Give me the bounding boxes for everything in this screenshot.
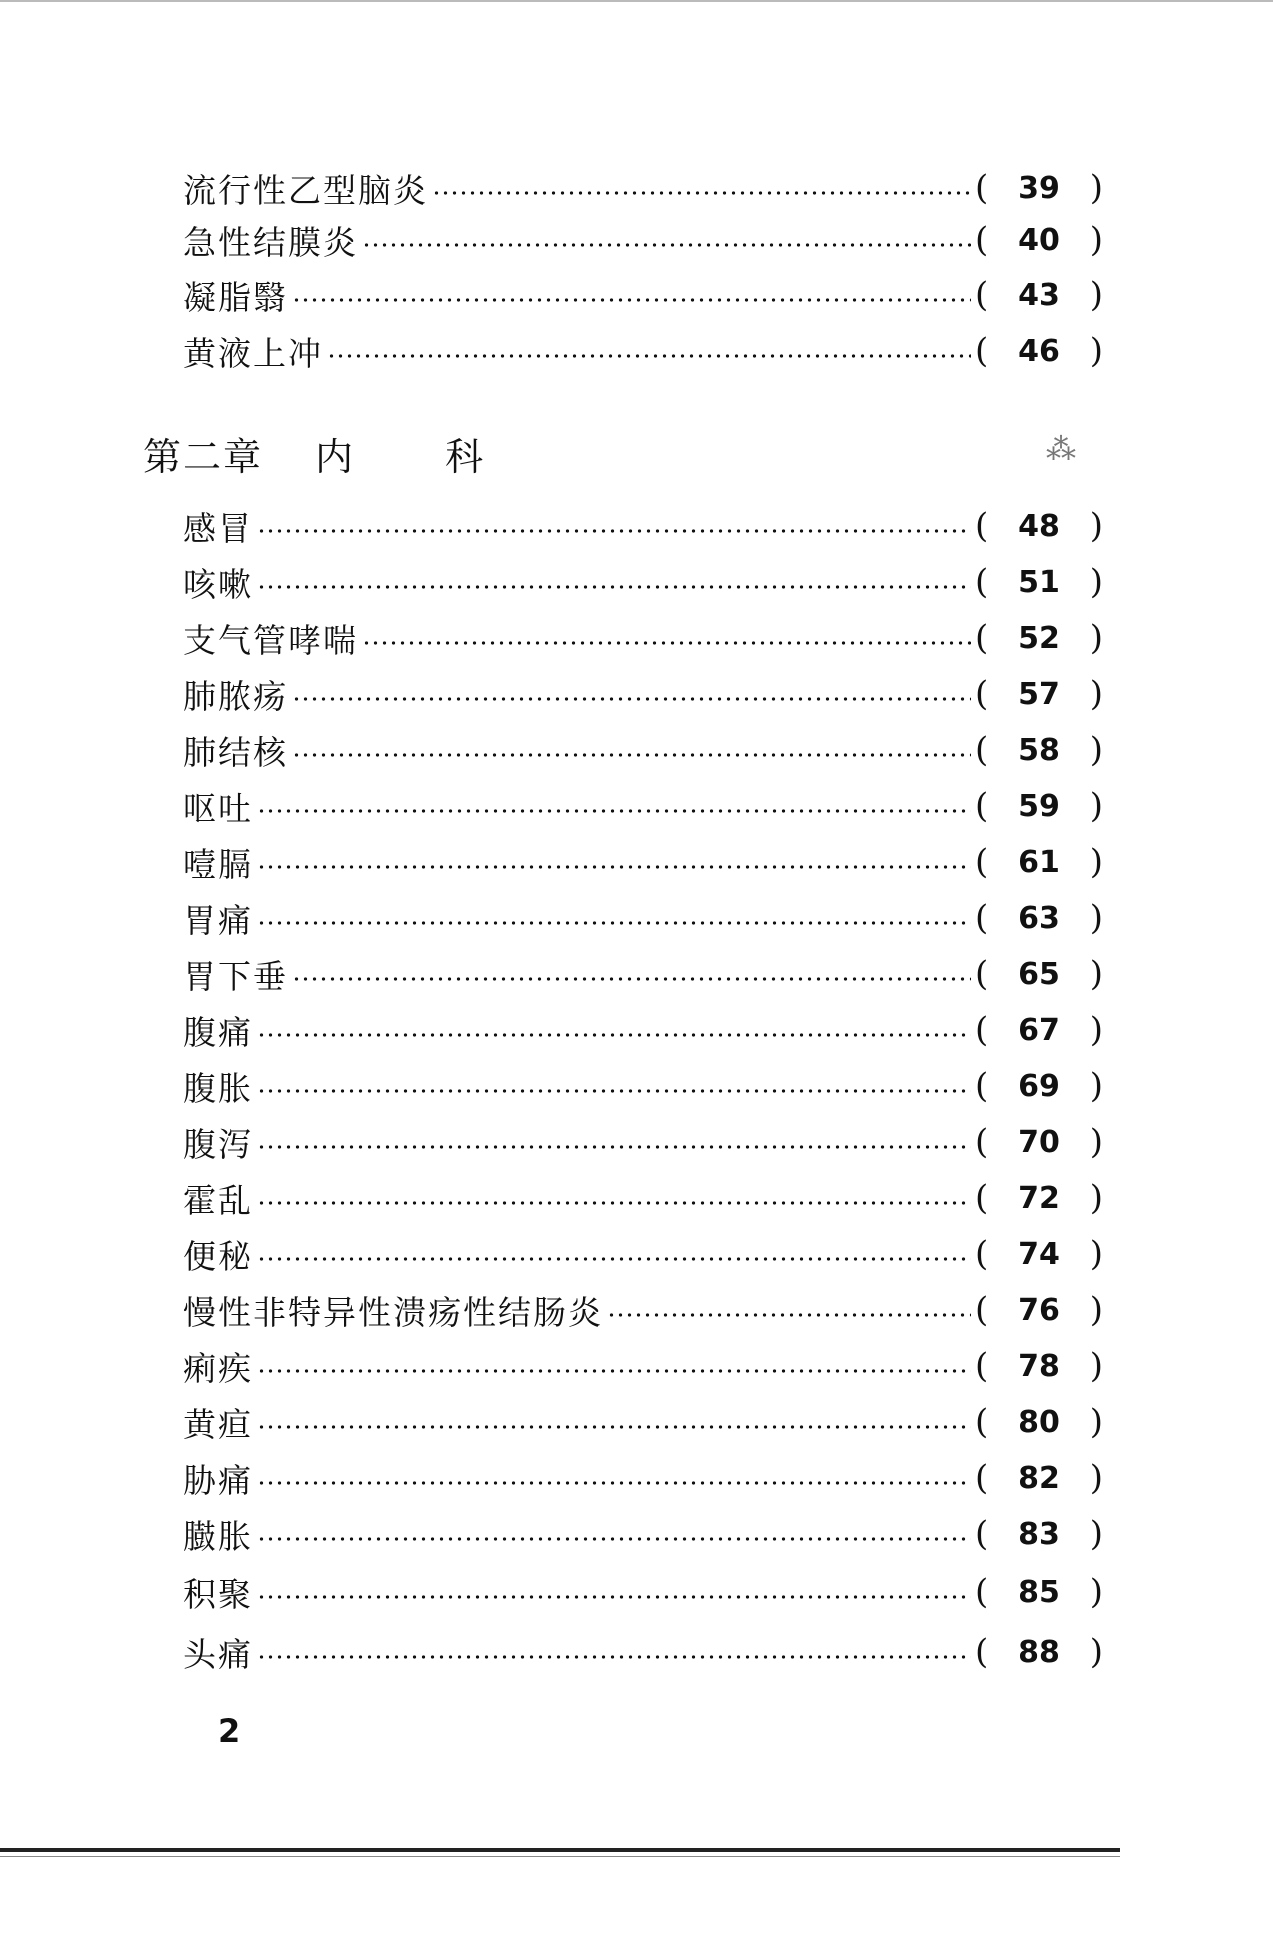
page-number-ref: 67 [1018, 1012, 1060, 1048]
open-paren: ( [975, 562, 989, 602]
dot-leader [257, 1257, 971, 1261]
dot-leader [257, 1595, 971, 1599]
toc-entry-page [975, 1458, 1103, 1498]
dot-leader [292, 298, 971, 302]
toc-entry-page [975, 220, 1103, 260]
open-paren: ( [975, 1402, 989, 1442]
toc-entry-title: 便秘 [183, 1236, 253, 1276]
page-number-ref: 74 [1018, 1236, 1060, 1272]
bottom-rule [0, 1848, 1120, 1852]
toc-entry-title: 肺脓疡 [183, 676, 288, 716]
dot-leader [257, 809, 971, 813]
toc-entry-page [975, 506, 1103, 546]
open-paren: ( [975, 1066, 989, 1106]
toc-entry[interactable] [183, 840, 1103, 884]
open-paren: ( [975, 275, 989, 315]
toc-entry-page [975, 1514, 1103, 1554]
close-paren: ) [1089, 1178, 1103, 1218]
toc-entry-page [975, 1122, 1103, 1162]
page-number-ref: 72 [1018, 1180, 1060, 1216]
close-paren: ) [1089, 1402, 1103, 1442]
close-paren: ) [1089, 506, 1103, 546]
toc-entry[interactable] [183, 1630, 1103, 1674]
toc-entry-page [975, 674, 1103, 714]
page-number-ref: 43 [1018, 277, 1060, 313]
toc-entry-title: 胃下垂 [183, 956, 288, 996]
dot-leader [257, 865, 971, 869]
close-paren: ) [1089, 674, 1103, 714]
dot-leader [362, 243, 971, 247]
toc-entry-page [975, 1632, 1103, 1672]
toc-entry-page [975, 1178, 1103, 1218]
toc-entry[interactable] [183, 329, 1103, 373]
close-paren: ) [1089, 1066, 1103, 1106]
open-paren: ( [975, 842, 989, 882]
dot-leader [327, 354, 971, 358]
page-number-ref: 39 [1018, 170, 1060, 206]
chapter-heading [143, 428, 523, 478]
toc-entry[interactable] [183, 1456, 1103, 1500]
dot-leader [257, 921, 971, 925]
page-number-ref: 65 [1018, 956, 1060, 992]
toc-entry-page [975, 618, 1103, 658]
dot-leader [362, 641, 971, 645]
open-paren: ( [975, 168, 989, 208]
toc-entry-title: 头痛 [183, 1634, 253, 1674]
toc-entry[interactable] [183, 728, 1103, 772]
page-number-ref: 80 [1018, 1404, 1060, 1440]
page-number-ref: 85 [1018, 1574, 1060, 1610]
page-number-ref: 48 [1018, 508, 1060, 544]
open-paren: ( [975, 220, 989, 260]
open-paren: ( [975, 954, 989, 994]
chapter-name: 内 科 [315, 434, 524, 479]
page-folio: 2 [218, 1712, 241, 1750]
toc-entry-title: 支气管哮喘 [183, 620, 358, 660]
dot-leader [257, 1655, 971, 1659]
close-paren: ) [1089, 275, 1103, 315]
dot-leader [257, 1201, 971, 1205]
page-number-ref: 88 [1018, 1634, 1060, 1670]
toc-entry-page [975, 898, 1103, 938]
dot-leader [292, 977, 971, 981]
close-paren: ) [1089, 1122, 1103, 1162]
page-number-ref: 58 [1018, 732, 1060, 768]
page-number-ref: 51 [1018, 564, 1060, 600]
close-paren: ) [1089, 842, 1103, 882]
toc-entry[interactable] [183, 672, 1103, 716]
page-number-ref: 76 [1018, 1292, 1060, 1328]
toc-entry-page [975, 1066, 1103, 1106]
page-number-ref: 52 [1018, 620, 1060, 656]
open-paren: ( [975, 1234, 989, 1274]
toc-entry-title: 黄疸 [183, 1404, 253, 1444]
toc-entry-page [975, 786, 1103, 826]
close-paren: ) [1089, 1010, 1103, 1050]
toc-entry[interactable] [183, 616, 1103, 660]
toc-entry[interactable] [183, 1120, 1103, 1164]
toc-entry[interactable] [183, 1512, 1103, 1556]
ink-smudge-mark: ⁂ [1046, 432, 1076, 467]
toc-entry-page [975, 168, 1103, 208]
toc-entry-page [975, 730, 1103, 770]
toc-entry-title: 臌胀 [183, 1516, 253, 1556]
open-paren: ( [975, 898, 989, 938]
toc-entry-page [975, 1010, 1103, 1050]
page-number-ref: 40 [1018, 222, 1060, 258]
close-paren: ) [1089, 786, 1103, 826]
open-paren: ( [975, 1458, 989, 1498]
page-number-ref: 69 [1018, 1068, 1060, 1104]
close-paren: ) [1089, 168, 1103, 208]
toc-entry[interactable] [183, 1288, 1103, 1332]
open-paren: ( [975, 506, 989, 546]
toc-entry-title: 凝脂翳 [183, 277, 288, 317]
open-paren: ( [975, 1178, 989, 1218]
dot-leader [292, 697, 971, 701]
dot-leader [257, 1145, 971, 1149]
toc-entry[interactable] [183, 504, 1103, 548]
open-paren: ( [975, 674, 989, 714]
dot-leader [257, 529, 971, 533]
toc-entry-title: 急性结膜炎 [183, 222, 358, 262]
toc-entry-page [975, 954, 1103, 994]
toc-entry-title: 慢性非特异性溃疡性结肠炎 [183, 1292, 603, 1332]
toc-entry-title: 积聚 [183, 1574, 253, 1614]
close-paren: ) [1089, 562, 1103, 602]
toc-entry[interactable] [183, 1064, 1103, 1108]
open-paren: ( [975, 1010, 989, 1050]
toc-entry-title: 腹痛 [183, 1012, 253, 1052]
open-paren: ( [975, 1632, 989, 1672]
close-paren: ) [1089, 954, 1103, 994]
open-paren: ( [975, 1122, 989, 1162]
toc-entry-title: 肺结核 [183, 732, 288, 772]
dot-leader [257, 1425, 971, 1429]
toc-entry-page [975, 331, 1103, 371]
toc-entry[interactable] [183, 1400, 1103, 1444]
toc-entry[interactable] [183, 560, 1103, 604]
dot-leader [257, 1481, 971, 1485]
toc-entry-title: 咳嗽 [183, 564, 253, 604]
toc-entry[interactable] [183, 1176, 1103, 1220]
toc-entry-page [975, 562, 1103, 602]
bottom-rule-thin [0, 1856, 1120, 1857]
toc-entry-title: 噎膈 [183, 844, 253, 884]
page-number-ref: 70 [1018, 1124, 1060, 1160]
close-paren: ) [1089, 1514, 1103, 1554]
toc-entry-page [975, 1572, 1103, 1612]
toc-entry-page [975, 275, 1103, 315]
open-paren: ( [975, 331, 989, 371]
toc-entry-title: 黄液上冲 [183, 333, 323, 373]
toc-entry-title: 流行性乙型脑炎 [183, 170, 428, 210]
close-paren: ) [1089, 1290, 1103, 1330]
toc-entry-title: 痢疾 [183, 1348, 253, 1388]
dot-leader [257, 1369, 971, 1373]
toc-entry-title: 呕吐 [183, 788, 253, 828]
dot-leader [292, 753, 971, 757]
close-paren: ) [1089, 898, 1103, 938]
open-paren: ( [975, 618, 989, 658]
close-paren: ) [1089, 730, 1103, 770]
close-paren: ) [1089, 618, 1103, 658]
top-edge-rule [0, 0, 1273, 2]
toc-entry-page [975, 1402, 1103, 1442]
toc-entry[interactable] [183, 1570, 1103, 1614]
close-paren: ) [1089, 331, 1103, 371]
toc-entry[interactable] [183, 784, 1103, 828]
page-number-ref: 78 [1018, 1348, 1060, 1384]
toc-entry-page [975, 1290, 1103, 1330]
toc-entry[interactable] [183, 952, 1103, 996]
page-number-ref: 83 [1018, 1516, 1060, 1552]
toc-entry-title: 腹胀 [183, 1068, 253, 1108]
toc-entry-page [975, 842, 1103, 882]
toc-entry-page [975, 1346, 1103, 1386]
dot-leader [607, 1313, 971, 1317]
toc-entry[interactable] [183, 1344, 1103, 1388]
open-paren: ( [975, 1346, 989, 1386]
close-paren: ) [1089, 1458, 1103, 1498]
page-number-ref: 59 [1018, 788, 1060, 824]
page-number-ref: 57 [1018, 676, 1060, 712]
toc-entry[interactable] [183, 218, 1103, 262]
close-paren: ) [1089, 1572, 1103, 1612]
dot-leader [257, 1537, 971, 1541]
open-paren: ( [975, 1514, 989, 1554]
toc-entry-title: 胁痛 [183, 1460, 253, 1500]
close-paren: ) [1089, 1234, 1103, 1274]
open-paren: ( [975, 786, 989, 826]
open-paren: ( [975, 1290, 989, 1330]
page-number-ref: 61 [1018, 844, 1060, 880]
toc-entry[interactable] [183, 1008, 1103, 1052]
toc-entry[interactable] [183, 896, 1103, 940]
toc-entry[interactable] [183, 273, 1103, 317]
close-paren: ) [1089, 1346, 1103, 1386]
toc-entry-title: 感冒 [183, 508, 253, 548]
toc-entry[interactable] [183, 1232, 1103, 1276]
toc-entry-title: 胃痛 [183, 900, 253, 940]
toc-entry[interactable] [183, 166, 1103, 210]
page-number-ref: 82 [1018, 1460, 1060, 1496]
close-paren: ) [1089, 220, 1103, 260]
dot-leader [257, 585, 971, 589]
chapter-number: 第二章 [143, 434, 264, 479]
page-number-ref: 46 [1018, 333, 1060, 369]
dot-leader [432, 191, 971, 195]
open-paren: ( [975, 730, 989, 770]
toc-entry-title: 腹泻 [183, 1124, 253, 1164]
toc-entry-title: 霍乱 [183, 1180, 253, 1220]
dot-leader [257, 1033, 971, 1037]
close-paren: ) [1089, 1632, 1103, 1672]
toc-entry-page [975, 1234, 1103, 1274]
page-number-ref: 63 [1018, 900, 1060, 936]
dot-leader [257, 1089, 971, 1093]
open-paren: ( [975, 1572, 989, 1612]
